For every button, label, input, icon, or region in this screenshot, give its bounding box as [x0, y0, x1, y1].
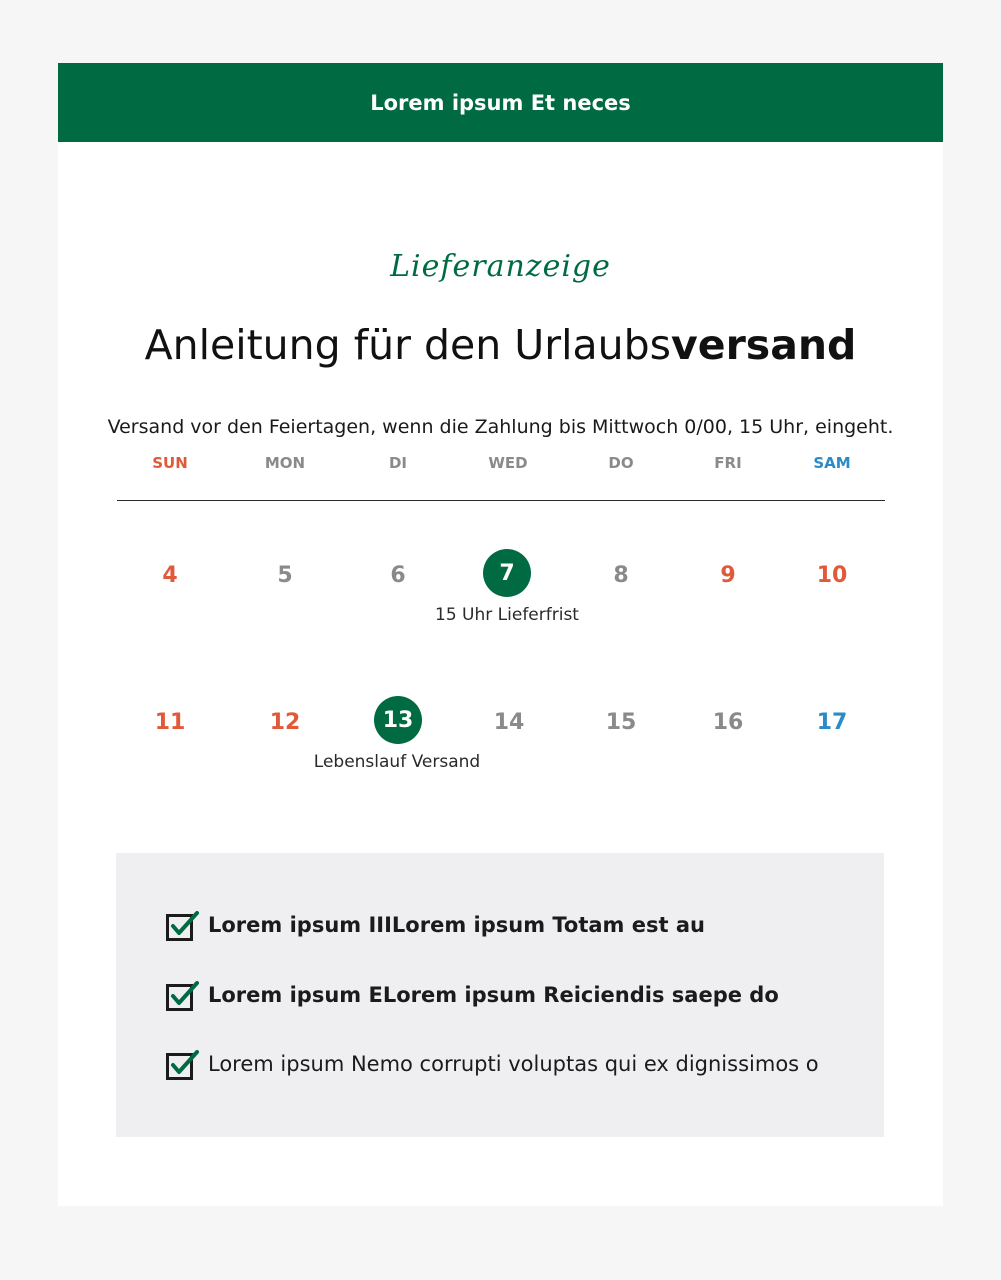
checklist-item-text: Lorem ipsum IIILorem ipsum Totam est au [208, 913, 705, 937]
day-header-di: DI [388, 454, 408, 472]
checkbox-checked-icon [166, 1048, 200, 1080]
checklist-item [166, 1048, 819, 1080]
day-header-fri: FRI [714, 454, 742, 472]
date-9: 9 [720, 562, 736, 588]
date-12: 12 [269, 709, 301, 735]
shipping-note: Lebenslauf Versand [313, 752, 481, 772]
script-title: Lieferanzeige [390, 249, 611, 284]
day-header-sun: SUN [152, 454, 188, 472]
date-11: 11 [154, 709, 186, 735]
date-16: 16 [712, 709, 744, 735]
checkbox-checked-icon [166, 909, 200, 941]
day-header-mon: MON [264, 454, 306, 472]
date-5: 5 [277, 562, 293, 588]
date-8: 8 [613, 562, 629, 588]
date-10: 10 [816, 562, 848, 588]
banner-text: Lorem ipsum Et neces [370, 90, 631, 115]
shipping-subtitle: Versand vor den Feiertagen, wenn die Zahlung bis Mittwoch 0/00, 15 Uhr, eingeht. [107, 416, 894, 438]
day-header-wed: WED [488, 454, 528, 472]
shipping-card [58, 63, 943, 1206]
title-bold: versand [671, 321, 857, 369]
date-6: 6 [390, 562, 406, 588]
day-header-do: DO [608, 454, 634, 472]
date-14: 14 [493, 709, 525, 735]
title-regular: Anleitung für den Urlaubs [144, 321, 672, 369]
checklist-box [116, 853, 884, 1137]
checklist-item [166, 909, 705, 941]
checklist-item [166, 979, 779, 1011]
date-13-highlighted: 13 [374, 696, 422, 744]
top-banner [58, 63, 943, 142]
date-4: 4 [162, 562, 178, 588]
calendar-divider [117, 500, 885, 501]
deadline-note: 15 Uhr Lieferfrist [435, 605, 579, 625]
checkbox-checked-icon [166, 979, 200, 1011]
checklist-item-text: Lorem ipsum Nemo corrupti voluptas qui ex dignissimos o [208, 1052, 819, 1076]
date-17: 17 [816, 709, 848, 735]
date-7-highlighted: 7 [483, 549, 531, 597]
checklist-item-text: Lorem ipsum ELorem ipsum Reiciendis saepe do [208, 983, 779, 1007]
day-header-sam: SAM [813, 454, 851, 472]
page-title [58, 321, 943, 369]
date-15: 15 [605, 709, 637, 735]
